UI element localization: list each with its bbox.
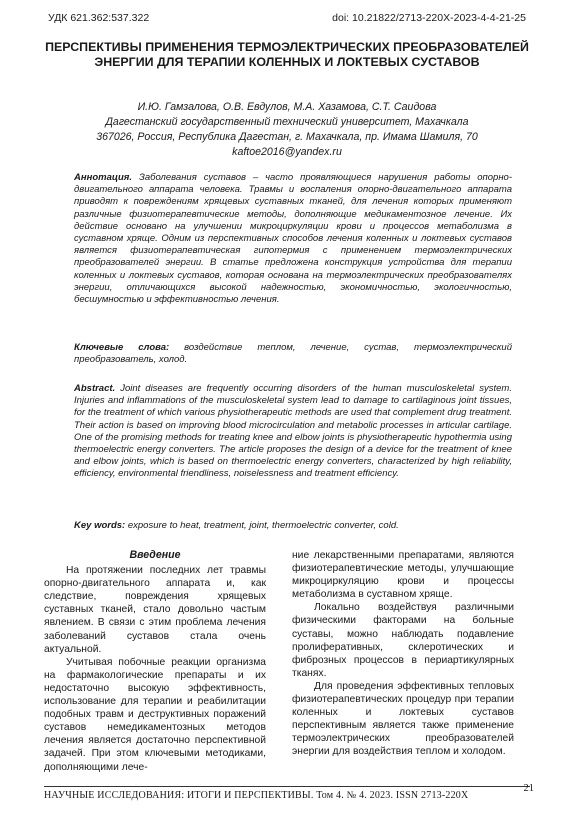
body-paragraph: ние лекарственными препаратами, являются физиотерапевтические методы, улучшающие микроциркуляцию крови и процессы метаболизма в суставном хряще. <box>292 550 514 601</box>
affiliation: Дагестанский государственный технический университет, Махачкала <box>105 116 469 128</box>
body-right-column <box>292 549 514 759</box>
doi: doi: 10.21822/2713-220X-2023-4-4-21-25 <box>332 12 526 24</box>
udc-code: УДК 621.362:537.322 <box>48 12 150 24</box>
abstract-ru-text: Заболевания суставов – часто проявляющиеся нарушения работы опорно-двигательного аппарата человека. Травмы и воспаления опорно-двигательного аппарата приводят к повреждениям хрящевых суставных тканей, для лечения которых применяют различные физиотерапевтические методы, дополняющие медикаментозное лечение. Их действие основано на улучшении микроциркуляции крови и процессов метаболизма в суставном хряще. Одним из перспективных способов лечения коленных и локтевых суставов является физиотерапевтическая гипотермия с применением термоэлектрических преобразователей энергии. В статье предложена конструкция устройства для терапии коленных и локтевых суставов, которая основана на термоэлектрических преобразователях энергии, отличающихся высокой надежностью, экономичностью, экологичностью, бесшумностью и эффективностью лечения. <box>74 172 512 306</box>
abstract-en-text: Joint diseases are frequently occurring disorders of the human musculoskeletal system. Injuries and inflammations of the musculoskeletal system lead to damage to cartilaginous joint tissues, for the treatment of which various physiotherapeutic methods are used that complement drug treatment. Their action is based on improving blood microcirculation and metabolic processes in articular cartilage. One of the promising methods for treating knee and elbow joints is physiotherapeutic hypothermia using thermoelectric energy converters. The article proposes the design of a device for the treatment of knee and elbow joints, which is based on thermoelectric energy converters, characterized by high reliability, efficiency, environmental friendliness, noiselessness and treatment efficiency. <box>74 383 512 480</box>
body-paragraph: Для проведения эффективных тепловых физиотерапевтических процедур при терапии коленных и локтевых суставов перспективным является также применение термоэлектрических преобразователей энергии для воздействия теплом и холодом. <box>292 680 514 758</box>
authors-block <box>40 100 534 160</box>
section-heading: Введение <box>129 549 181 561</box>
address: 367026, Россия, Республика Дагестан, г. Махачкала, пр. Имама Шамиля, 70 <box>96 131 478 143</box>
email-link[interactable]: kaftoe2016@yandex.ru <box>232 146 342 158</box>
keywords-ru <box>74 342 512 366</box>
article-title: ПЕРСПЕКТИВЫ ПРИМЕНЕНИЯ ТЕРМОЭЛЕКТРИЧЕСКИХ ПРЕОБРАЗОВАТЕЛЕЙ ЭНЕРГИИ ДЛЯ ТЕРАПИИ КОЛЕННЫХ И ЛОКТЕВЫХ СУСТАВОВ <box>45 40 529 69</box>
keywords-en-text: exposure to heat, treatment, joint, thermoelectric converter, cold. <box>125 520 399 531</box>
body-paragraph: Учитывая побочные реакции организма на фармакологические препараты и их недостаточно высокую эффективность, использование для терапии и реабилитации подобных травм и деструктивных поражений суставов немедикаментозных методов лечения является достаточно перспективной задачей. При этом ключевыми методиками, дополняющими лече- <box>44 656 266 773</box>
abstract-ru-label: Аннотация. <box>74 172 133 183</box>
keywords-en-label: Key words: <box>74 520 126 531</box>
journal-footer: НАУЧНЫЕ ИССЛЕДОВАНИЯ: ИТОГИ И ПЕРСПЕКТИВЫ. Том 4. № 4. 2023. ISSN 2713-220X <box>44 786 530 801</box>
keywords-ru-label: Ключевые слова: <box>74 342 170 353</box>
keywords-en <box>74 520 512 532</box>
abstract-en-label: Abstract. <box>74 383 116 394</box>
page-number: 21 <box>523 783 534 794</box>
body-paragraph: Локально воздействуя различными физическими факторами на больные суставы, можно наблюдать подавление пролиферативных, склеротических и фиброзных процессов в периартикулярных тканях. <box>292 602 514 679</box>
abstract-en <box>74 383 512 481</box>
body-paragraph: На протяжении последних лет травмы опорно-двигательного аппарата и, как следствие, повреждения хрящевых суставных тканей, стало довольно частым явлением. В связи с этим проблема лечения заболеваний суставов стала очень актуальной. <box>44 565 266 655</box>
keywords-ru-text: воздействие теплом, лечение, сустав, термоэлектрический преобразователь, холод. <box>74 342 512 366</box>
author-names: И.Ю. Гамзалова, О.В. Евдулов, М.А. Хазамова, С.Т. Саидова <box>137 101 437 113</box>
body-left-column <box>44 549 266 774</box>
abstract-ru <box>74 172 512 306</box>
